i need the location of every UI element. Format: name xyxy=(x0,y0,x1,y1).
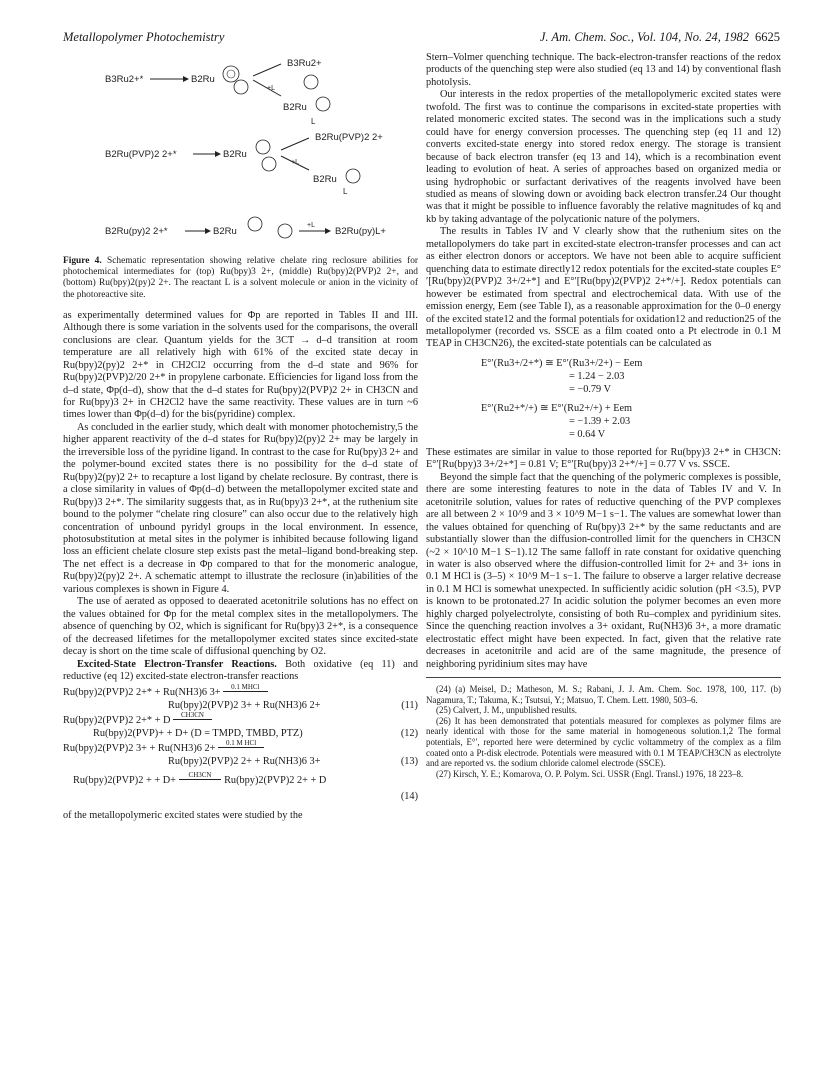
journal-name: J. Am. Chem. Soc., Vol. 104, No. 24, 1982 xyxy=(539,30,749,44)
left-paragraph-3: The use of aerated as opposed to deaerated acetonitrile solutions has no effect on the values obtained for Φp for the metal complex sites in the metallopolymers. The absence of quenching by O2, which is significant for Ru(bpy)3 2+*, is a consequence of the decreased lifetimes for the metallopolymer excited states since excited-state decay is short on the time scale of diffusional quenching by O2. xyxy=(63,596,418,658)
row2-plus-l: +L xyxy=(291,159,299,166)
eq14-condition: CH3CN xyxy=(179,771,222,780)
equations-block xyxy=(63,683,418,804)
caption-text: Schematic representation showing relative chelate ring reclosure abilities for photochemical intermediates for (top) Ru(bpy)3 2+, (middle) Ru(bpy)2(PVP)2 2+, and (bottom) Ru(bpy)2(py)2 2+. The reactant L is a solvent molecule or anion in the vicinity of the photoreactive site. xyxy=(63,256,419,300)
eq11-products: Ru(bpy)2(PVP)2 3+ + Ru(NH3)6 2+ xyxy=(168,700,321,712)
row2-ligand: L xyxy=(343,187,348,196)
eq12-line-1 xyxy=(63,711,418,728)
footnote-24: (24) (a) Meisel, D.; Matheson, M. S.; Rabani, J. J. Am. Chem. Soc. 1978, 100, 117. (b) Nagamura, T.; Takuma, K.; Tsutsui, Y.; Matsuo, T. Chem. Lett. 1980, 503–6. xyxy=(426,684,781,705)
left-tail: of the metallopolymeric excited states were studied by the xyxy=(63,810,303,822)
running-title: Metallopolymer Photochemistry xyxy=(63,30,225,44)
eq14-line-1 xyxy=(63,771,418,788)
row2-arrowhead xyxy=(215,151,221,157)
page-number: 6625 xyxy=(755,30,780,44)
eq14-reactants: Ru(bpy)2(PVP)2 + + D+ xyxy=(73,775,176,787)
eq13-number: (13) xyxy=(400,756,418,768)
row2-ring-1 xyxy=(256,140,270,154)
left-column xyxy=(63,52,418,823)
potential-1-line-2: = 1.24 − 2.03 xyxy=(569,370,625,382)
row3-ring-free xyxy=(278,224,292,238)
row3-arrowhead-2 xyxy=(325,228,331,234)
row3-reactant: B2Ru(py)2 2+* xyxy=(105,226,168,237)
potential-1-line-1: E°′(Ru3+/2+*) ≅ E°′(Ru3+/2+) − Eem xyxy=(481,357,643,369)
footnote-25: (25) Calvert, J. M., unpublished results. xyxy=(436,705,577,716)
row1-ring-2 xyxy=(234,80,248,94)
eq13-products: Ru(bpy)2(PVP)2 2+ + Ru(NH3)6 3+ xyxy=(168,756,321,768)
potential-2-line-2: = −1.39 + 2.03 xyxy=(569,415,631,427)
eq13-reactants: Ru(bpy)2(PVP)2 3+ + Ru(NH3)6 2+ xyxy=(63,743,216,755)
footnote-26: (26) It has been demonstrated that potentials measured for complexes as polymer films are nearly identical with those for the same material in homogeneous solution.1,2 The formal potentials, E°′, reported here were determined by cyclic voltammetry of the complex as a film coated onto a Pt-disk electrode. Potentials were measured with 0.1 M TEAP/CH3CN as electrolyte and are reported vs. the sodium chloride calomel electrode (SSCE). xyxy=(426,715,781,769)
eq12-reactants: Ru(bpy)2(PVP)2 2+* + D xyxy=(63,715,171,727)
left-paragraph-1: as experimentally determined values for Φp are reported in Tables II and III. Although there is some variation in the solvents used for the comparisons, the overall conclusions are clear. Quantum yields for the 3CT → d–d transition at room temperature are all relatively high with 61% of the excited state decay in Ru(bpy)2(py)2 2+* in CH2Cl2 occurring from the d–d state and 96% for Ru(bpy)2(PVP)2/20 2+* in propylene carbonate. Efficiencies for ligand loss from the d–d state, Φp(d–d), show that the d–d states for Ru(bpy)2(PVP)2 2+ in CH3CN and for Ru(bpy)3 2+ in CH2Cl2 have the same reactivity. These values are in turn ~6 times lower than Φp(d–d) for the bis(pyridine) complex. xyxy=(63,309,418,421)
right-paragraph-3: The results in Tables IV and V clearly show that the ruthenium sites on the metallopolymers do take part in excited-state electron-transfer processes and can act as either electron donors or acceptors. We have not been able to acquire sufficient quenching data to estimate directly12 redox potentials for the excited-state couples E°′[Ru(bpy)2(PVP)2 3+/2+*] and E°′[Ru(bpy)2(PVP)2 2+*/+]. Redox potentials can however be estimated from spectral and electrochemical data. With use of the emission energy, Eem (see Table I), as a reasonable approximation for the 0–0 energy of the excited state12 and the formal potentials for oxidation12 and reduction25 of the metallopolymer (recorded vs. SSCE as a film coated onto a Pt electrode in 0.1 M TEAP in CH3CN26), the excited-state potentials can be calculated as xyxy=(426,226,781,350)
figure-4-scheme xyxy=(63,52,418,252)
row1-ring-1 xyxy=(223,66,239,82)
scheme-drawing xyxy=(63,52,418,252)
row1-product-top: B3Ru2+ xyxy=(287,58,322,69)
row3-arrowhead xyxy=(205,228,211,234)
row2-product-top: B2Ru(PVP)2 2+ xyxy=(315,132,383,143)
subheading-text: Both oxidative (eq 11) and reductive (eq 12) excited-state electron-transfer reactions xyxy=(63,658,419,682)
row3-product: B2Ru(py)L+ xyxy=(335,226,386,237)
row2-ring-2 xyxy=(262,157,276,171)
eq11-line-2 xyxy=(63,700,418,713)
eq14-products: Ru(bpy)2(PVP)2 2+ + D xyxy=(224,775,327,787)
row1-arrow-up xyxy=(253,64,281,76)
footnotes xyxy=(426,677,781,779)
right-paragraph-5: Beyond the simple fact that the quenching of the polymeric complexes is possible, there are some interesting features to note in the data of Tables IV and V. In acetonitrile solution, values for rates of reductive quenching of the PVP complexes are all between 2 × 10^9 and 3 × 10^9 M−1 s−1. The values are somewhat lower than the values obtained for quenching of Ru(bpy)3 2+* by the same reductants and are substantially slower than the diffusion-controlled limit for the quenchers in CH3CN (~2 × 10^10 M−1 S−1).12 The same falloff in rate constant for oxidative quenching in water is also observed where the diffusion-controlled limit for 2+ and 3+ ions in 0.1 M HCl is (3–5) × 10^9 M−1 s−1. The failure to observe a larger relative decrease in 0.1 M HCl is somewhat unexpected. In sufficiently acidic solution (pH <3.5), PVP is known to be protonated.27 In acidic solution the polymer becomes an even more highly charged polyelectrolyte, consisting of both Ru–complex and pyridinium sites. Since the quenching reaction involves a 3+ oxidant, Ru(NH3)6 3+, a more dramatic electrostatic effect might have been expected. In fact, given that the relative rate decreases in acetonitrile and acid are of the same magnitude, the presence of neighboring pyridinium sites may have xyxy=(426,471,781,670)
row3-intermediate: B2Ru xyxy=(213,226,237,237)
row2-ring-3 xyxy=(346,169,360,183)
right-column xyxy=(426,52,781,779)
eq11-condition: 0.1 MHCl xyxy=(223,683,267,692)
row1-ring-3 xyxy=(304,75,318,89)
potential-1-line-3: = −0.79 V xyxy=(569,383,612,395)
row3-plus-l: +L xyxy=(307,222,315,229)
row1-ring-4 xyxy=(316,97,330,111)
eq13-line-2 xyxy=(63,756,418,769)
row2-product-bottom: B2Ru xyxy=(313,174,337,185)
row1-plus-l: +L xyxy=(267,85,275,92)
eq11-reactants: Ru(bpy)2(PVP)2 2+* + Ru(NH3)6 3+ xyxy=(63,687,221,699)
footnote-27: (27) Kirsch, Y. E.; Komarova, O. P. Polym. Sci. USSR (Engl. Transl.) 1976, 18 223–8. xyxy=(436,768,744,779)
row1-ligand: L xyxy=(311,117,316,126)
eq14-line-2 xyxy=(63,791,418,804)
left-paragraph-2: As concluded in the earlier study, which dealt with monomer photochemistry,5 the higher apparent reactivity of the d–d states for Ru(bpy)2(py)2 2+ may be largely in the irreversible loss of the pyridine ligand. In contrast to the case for Ru(bpy)3 2+ and the polymer-bound excited states there is no possibility for the d–d state of Ru(bpy)2(py)2 2+ to recapture a lost ligand by chelate reclosure. By contrast, there is a close similarity in values of Φp(d–d) between the metallopolymer excited state and Ru(bpy)3 2+*. The similarity suggests that, as in Ru(bpy)3 2+*, at the ruthenium site bound to the polymer “chelate ring closure” can also occur due to the relatively high concentration of unbound pyridyl groups in the local environment. In essence, photosubstitution at metal sites in the polymer is inhibited because following ligand loss an efficient chelate closure step exists past the metal–ligand bond-breaking step. The net effect is a decrease in Φp compared to that for the monomeric analogue, Ru(bpy)2(py)2 2+. A schematic attempt to illustrate the reclosure (in)abilities of the various complexes is shown in Figure 4. xyxy=(63,421,418,595)
row1-reactant: B3Ru2+* xyxy=(105,74,144,85)
row2-intermediate: B2Ru xyxy=(223,149,247,160)
eq11-line-1 xyxy=(63,683,418,700)
figure-caption xyxy=(63,256,418,301)
row2-reactant: B2Ru(PVP)2 2+* xyxy=(105,149,177,160)
eq11-number: (11) xyxy=(401,700,418,712)
row1-intermediate: B2Ru xyxy=(191,74,215,85)
eq12-products: Ru(bpy)2(PVP)+ + D+ (D = TMPD, TMBD, PTZ) xyxy=(93,728,303,740)
row1-arrowhead xyxy=(183,76,189,82)
potential-2-line-1: E°′(Ru2+*/+) ≅ E°′(Ru2+/+) + Eem xyxy=(481,402,633,414)
row1-product-bottom: B2Ru xyxy=(283,102,307,113)
right-paragraph-2: Our interests in the redox properties of the metallopolymeric excited states were twofold. The first was to continue the comparisons in excited-state properties with related monomeric excited states. The second was in the implications such a study could have for energy conversion processes. The quenching step (eq 11 and 12) converts excited-state energy into stored redox energy. The storage is transient because of back electron transfer (eq 13 and 14), which is a recombination event leading to evolution of heat. A series of approaches based on organized media or using hydrophobic or surfactant derivatives of the reagents involved have been studied as means of slowing down or avoiding back electron transfer.24 Our thought was that it might be possible to influence favorably the relative magnitudes of kq and kb by taking advantage of the polycationic nature of the polymers. xyxy=(426,89,781,225)
section-subheading: Excited-State Electron-Transfer Reactions. xyxy=(77,658,277,670)
left-paragraph-4 xyxy=(63,659,418,684)
eq12-number: (12) xyxy=(400,728,418,740)
eq12-condition: CH3CN xyxy=(173,711,212,720)
journal-citation xyxy=(540,30,780,45)
right-paragraph-4: These estimates are similar in value to those reported for Ru(bpy)3 2+* in CH3CN: E°′[Ru(bpy)3 3+/2+*] = 0.81 V; E°′[Ru(bpy)3 2+*/+] = 0.77 V vs. SSCE. xyxy=(426,446,781,471)
caption-label: Figure 4. xyxy=(63,256,102,266)
potential-2-line-3: = 0.64 V xyxy=(569,428,606,440)
eq13-condition: 0.1 M HCl xyxy=(218,739,264,748)
row1-ring-1-inner xyxy=(227,70,235,78)
row3-ring-1 xyxy=(248,217,262,231)
row2-arrow-up xyxy=(281,138,309,150)
potential-equations xyxy=(481,357,781,441)
right-paragraph-1: Stern–Volmer quenching technique. The back-electron-transfer reactions of the redox products of the quenching step were also studied (eq 13 and 14) by conventional flash photolysis. xyxy=(426,52,781,88)
eq13-line-1 xyxy=(63,739,418,756)
eq14-number: (14) xyxy=(400,791,418,803)
